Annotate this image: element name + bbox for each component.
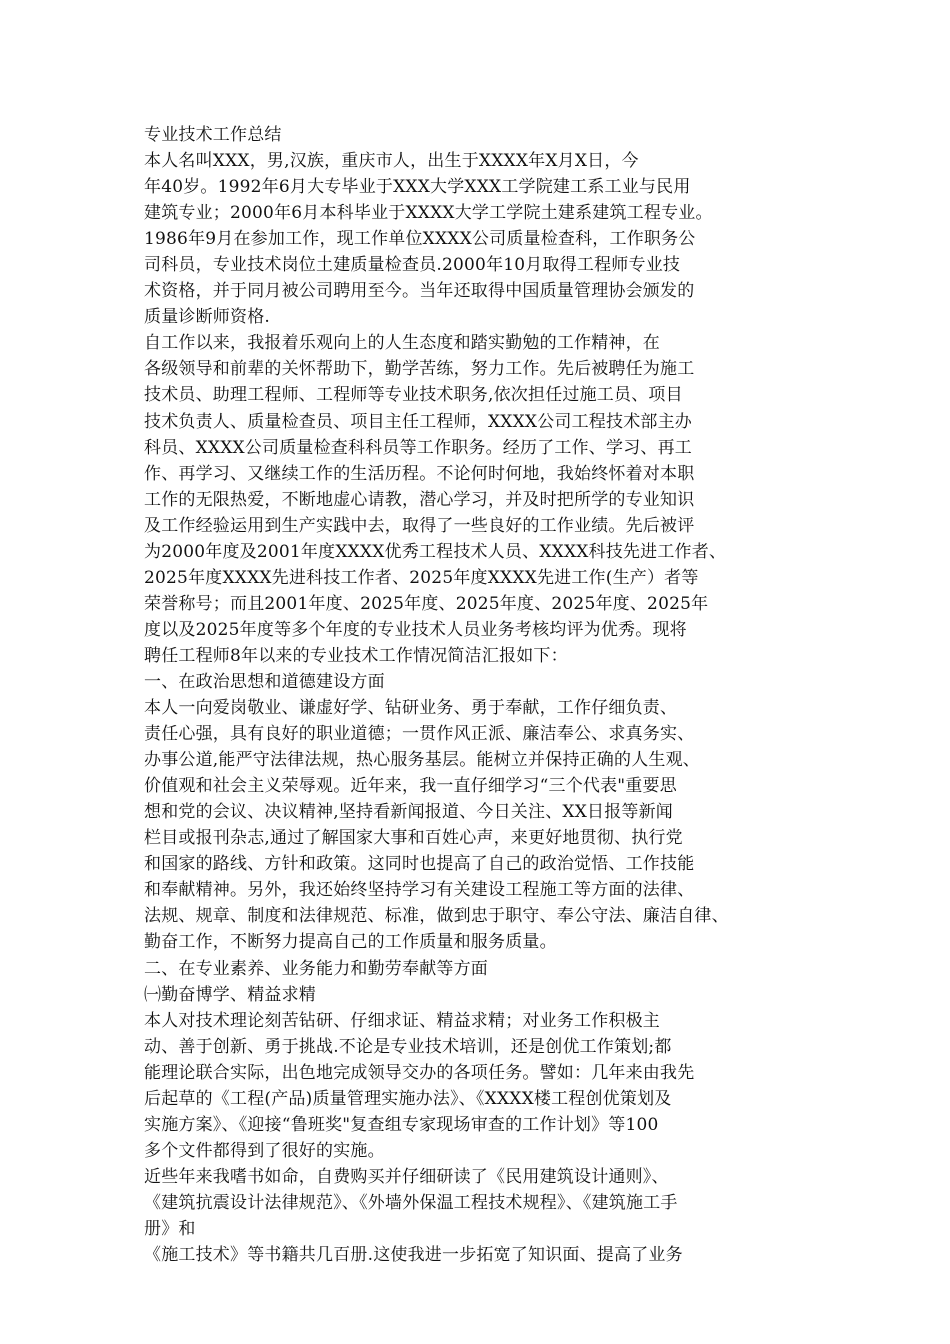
- text-line: 一、在政治思想和道德建设方面: [144, 671, 385, 692]
- text-line: 后起草的《工程(产品)质量管理实施办法》、《XXXX楼工程创优策划及: [144, 1088, 672, 1109]
- text-line: 本人名叫XXX，男,汉族，重庆市人，出生于XXXX年X月X日，今: [144, 151, 639, 172]
- text-line: 《建筑抗震设计法律规范》、《外墙外保温工程技术规程》、《建筑施工手: [144, 1192, 678, 1213]
- text-line: 司科员，专业技术岗位土建质量检查员.2000年10月取得工程师专业技: [144, 255, 681, 276]
- text-line: 工作的无限热爱，不断地虚心请教，潜心学习，并及时把所学的专业知识: [144, 489, 695, 510]
- text-line: 1986年9月在参加工作，现工作单位XXXX公司质量检查科，工作职务公: [144, 229, 696, 250]
- text-line: 各级领导和前辈的关怀帮助下，勤学苦练，努力工作。先后被聘任为施工: [144, 359, 695, 380]
- text-line: 技术负责人、质量检查员、项目主任工程师，XXXX公司工程技术部主办: [144, 411, 693, 432]
- text-line: 办事公道,能严守法律法规，热心服务基层。能树立并保持正确的人生观、: [144, 750, 701, 771]
- text-line: 能理论联合实际，出色地完成领导交办的各项任务。譬如：几年来由我先: [144, 1062, 695, 1083]
- text-line: 勤奋工作，不断努力提高自己的工作质量和服务质量。: [144, 932, 557, 953]
- text-line: 动、善于创新、勇于挑战.不论是专业技术培训，还是创优工作策划;都: [144, 1036, 672, 1057]
- text-line: 本人对技术理论刻苦钻研、仔细求证、精益求精；对业务工作积极主: [144, 1010, 660, 1031]
- text-line: 术资格，并于同月被公司聘用至今。当年还取得中国质量管理协会颁发的: [144, 281, 695, 302]
- text-line: 二、在专业素养、业务能力和勤劳奉献等方面: [144, 958, 488, 979]
- text-line: 度以及2025年度等多个年度的专业技术人员业务考核均评为优秀。现将: [144, 619, 687, 640]
- text-line: 价值观和社会主义荣辱观。近年来，我一直仔细学习“三个代表"重要思: [144, 776, 677, 797]
- text-line: 册》和: [144, 1218, 196, 1239]
- text-line: 法规、规章、制度和法律规范、标准，做到忠于职守、奉公守法、廉洁自律、: [144, 906, 729, 927]
- text-line: 2025年度XXXX先进科技工作者、2025年度XXXX先进工作(生产）者等: [144, 567, 699, 588]
- text-line: 和国家的路线、方针和政策。这同时也提高了自己的政治觉悟、工作技能: [144, 854, 695, 875]
- document-body: [144, 122, 824, 1268]
- text-line: 年40岁。1992年6月大专毕业于XXX大学XXX工学院建工系工业与民用: [144, 177, 691, 198]
- text-line: 本人一向爱岗敬业、谦虚好学、钻研业务、勇于奉献，工作仔细负责、: [144, 698, 678, 719]
- text-line: 专业技术工作总结: [144, 125, 282, 145]
- text-line: 科员、XXXX公司质量检查科科员等工作职务。经历了工作、学习、再工: [144, 437, 693, 458]
- text-line: 实施方案》、《迎接“鲁班奖"复查组专家现场审查的工作计划》等100: [144, 1114, 659, 1135]
- text-line: 质量诊断师资格.: [144, 307, 271, 328]
- text-line: 建筑专业；2000年6月本科毕业于XXXX大学工学院土建系建筑工程专业。: [144, 203, 713, 224]
- text-line: 近些年来我嗜书如命，自费购买并仔细研读了《民用建筑设计通则》、: [144, 1166, 669, 1187]
- text-line: 作、再学习、又继续工作的生活历程。不论何时何地，我始终怀着对本职: [144, 463, 695, 484]
- text-line: ㈠勤奋博学、精益求精: [144, 984, 316, 1005]
- text-line: 想和党的会议、决议精神,坚持看新闻报道、今日关注、XX日报等新闻: [144, 802, 674, 823]
- text-line: 《施工技术》等书籍共几百册.这使我进一步拓宽了知识面、提高了业务: [144, 1245, 683, 1266]
- text-line: 技术员、助理工程师、工程师等专业技术职务,依次担任过施工员、项目: [144, 385, 683, 406]
- text-line: 多个文件都得到了很好的实施。: [144, 1140, 385, 1161]
- text-line: 聘任工程师8年以来的专业技术工作情况简洁汇报如下：: [144, 645, 568, 666]
- text-line: 为2000年度及2001年度XXXX优秀工程技术人员、XXXX科技先进工作者、: [144, 541, 727, 562]
- text-line: 及工作经验运用到生产实践中去，取得了一些良好的工作业绩。先后被评: [144, 515, 695, 536]
- text-line: 和奉献精神。另外，我还始终坚持学习有关建设工程施工等方面的法律、: [144, 880, 695, 901]
- text-line: 栏目或报刊杂志,通过了解国家大事和百姓心声，来更好地贯彻、执行党: [144, 828, 683, 849]
- text-line: 自工作以来，我报着乐观向上的人生态度和踏实勤勉的工作精神，在: [144, 333, 660, 354]
- text-line: 责任心强，具有良好的职业道德；一贯作风正派、廉洁奉公、求真务实、: [144, 724, 695, 745]
- text-line: 荣誉称号；而且2001年度、2025年度、2025年度、2025年度、2025年: [144, 593, 709, 614]
